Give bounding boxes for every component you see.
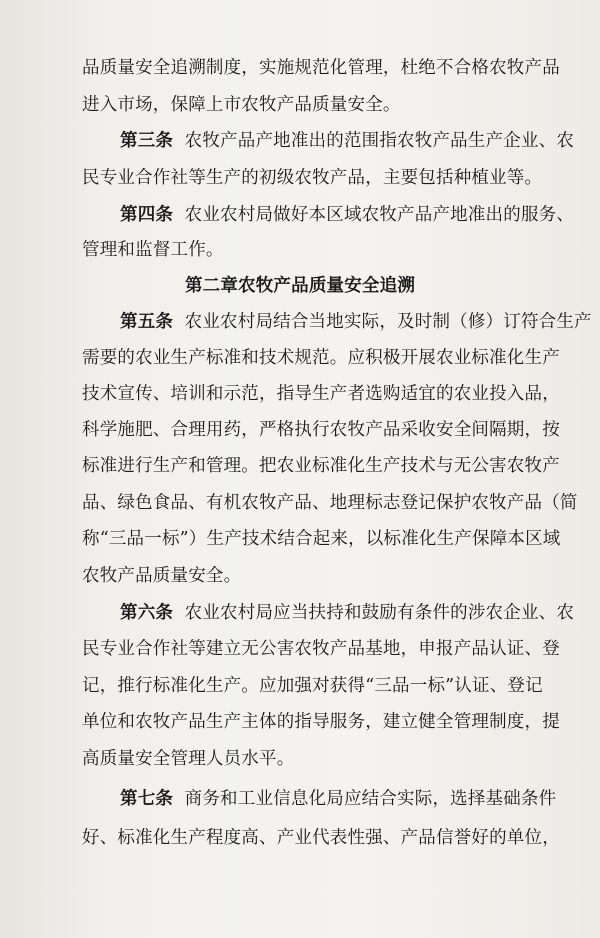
article-6-text: 农业农村局应当扶持和鼓励有条件的涉农企业、农 [184,603,575,623]
article-6-heading-line [120,602,574,624]
text-line-18: 记，推行标准化生产。应加强对获得“三品一标”认证、登记 [82,676,543,696]
text-line-17: 民专业合作社等建立无公害农牧产品基地，申报产品认证、登 [82,639,560,659]
text-line-9: 需要的农业生产标准和技术规范。应积极开展农业标准化生产 [82,348,560,368]
text-line-11: 科学施肥、合理用药，严格执行农牧产品采收安全间隔期，按 [82,420,560,440]
text-line-15: 农牧产品质量安全。 [82,566,242,586]
article-7-text: 商务和工业信息化局应结合实际，选择基础条件 [184,789,557,809]
text-line-1: 品质量安全追溯制度，实施规范化管理，杜绝不合格农牧产品 [82,58,560,78]
article-3-label: 第三条 [120,131,174,151]
article-6-label: 第六条 [120,603,174,623]
article-4-heading-line [120,204,574,226]
article-5-text: 农业农村局结合当地实际，及时制（修）订符合生产 [184,312,592,332]
article-5-heading-line [120,311,592,333]
text-line-10: 技术宣传、培训和示范，指导生产者选购适宜的农业投入品， [82,384,560,404]
text-line-14: 称“三品一标”）生产技术结合起来，以标准化生产保障本区域 [82,529,561,549]
article-4-label: 第四条 [120,205,174,225]
article-7-heading-line [120,788,556,810]
chapter-2-title: 第二章农牧产品质量安全追溯 [184,276,416,296]
text-line-20: 高质量安全管理人员水平。 [82,749,295,769]
text-line-22: 好、标准化生产程度高、产业代表性强、产品信誉好的单位， [82,828,560,848]
text-line-13: 品、绿色食品、有机农牧产品、地理标志登记保护农牧产品（简 [82,493,578,513]
text-line-4: 民专业合作社等生产的初级农牧产品，主要包括种植业等。 [82,168,543,188]
text-line-6: 管理和监督工作。 [82,240,224,260]
article-3-heading-line [120,130,574,152]
text-line-19: 单位和农牧产品生产主体的指导服务，建立健全管理制度，提 [82,712,560,732]
article-5-label: 第五条 [120,312,174,332]
article-7-label: 第七条 [120,789,174,809]
text-line-12: 标准进行生产和管理。把农业标准化生产技术与无公害农牧产 [82,456,560,476]
article-4-text: 农业农村局做好本区域农牧产品产地准出的服务、 [184,205,575,225]
text-line-2: 进入市场，保障上市农牧产品质量安全。 [82,95,401,115]
article-3-text: 农牧产品产地准出的范围指农牧产品生产企业、农 [184,131,575,151]
